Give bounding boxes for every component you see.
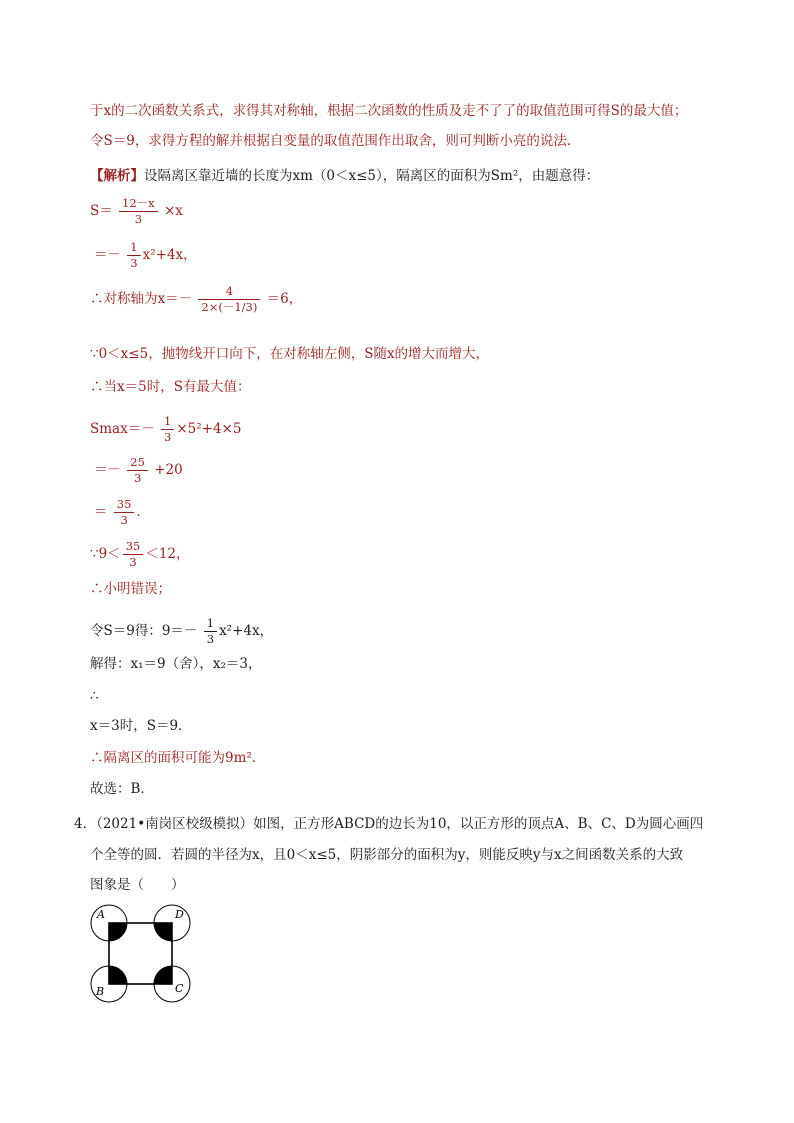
fraction [114, 497, 135, 528]
fraction-denominator: 3 [133, 471, 142, 485]
equation-line-4 [90, 196, 183, 227]
fraction-denominator: 3 [130, 256, 138, 270]
eq-suffix: x²+4x， [219, 623, 274, 639]
equation-line-10 [94, 455, 183, 486]
equation-line-14 [90, 616, 273, 647]
equation-line-18 [90, 749, 265, 767]
equation-line-5 [94, 240, 197, 271]
label-d: D [175, 908, 184, 921]
eq-suffix: ×x [163, 203, 183, 219]
eq-suffix: x²+4x， [142, 247, 197, 263]
fraction-denominator: 3 [120, 513, 128, 527]
analysis-line-2 [90, 132, 580, 150]
eq-suffix: ×5²+4×5 [176, 421, 242, 437]
solution-text: 解得：x₁＝9（舍），x₂＝3， [90, 656, 262, 672]
equation-line-6 [90, 284, 302, 315]
analysis-text: 令S＝9，求得方程的解并根据自变量的取值范围作出取舍，则可判断小亮的说法． [90, 133, 581, 149]
label-c: C [175, 982, 184, 995]
equation-line-8 [90, 378, 250, 396]
label-a: A [97, 908, 105, 921]
square-circles-figure [88, 904, 194, 1004]
eq-suffix: ＝6， [266, 291, 303, 307]
fraction-numerator: 25 [127, 455, 148, 471]
fraction-numerator: 1 [204, 616, 217, 632]
fraction [127, 455, 148, 486]
fraction-numerator: 1 [161, 414, 174, 430]
label-b: B [96, 985, 105, 998]
fraction-numerator: 12－x [119, 196, 158, 212]
equation-line-13 [90, 580, 171, 598]
fraction [198, 284, 260, 315]
fraction-denominator: 3 [206, 632, 215, 646]
jiexi-tag: 【解析】 [90, 168, 144, 184]
analysis-line-1 [90, 102, 687, 120]
eq-prefix: ＝－ [94, 247, 121, 263]
eq-prefix: 令S＝9得：9＝－ [90, 623, 198, 639]
eq-suffix: +20 [154, 462, 183, 478]
fraction-denominator: 3 [129, 555, 137, 569]
eq-suffix: ． [136, 504, 150, 520]
conclusion-text: ∴小明错误； [90, 581, 171, 597]
eq-suffix: ＜12， [145, 546, 190, 562]
solution-text: 设隔离区靠近墙的长度为xm（0＜x≤5），隔离区的面积为Sm²，由题意得： [144, 168, 600, 184]
question-text: （2021•南岗区校级模拟）如图，正方形ABCD的边长为10，以正方形的顶点A、B、C、D为圆心画四 [96, 816, 704, 832]
equation-line-9 [90, 414, 241, 445]
equation-line-12 [90, 539, 190, 570]
fraction-numerator: 35 [123, 539, 144, 555]
question-text: 图象是（ ） [90, 877, 185, 893]
fraction-numerator: 4 [198, 284, 260, 300]
fraction [127, 240, 140, 271]
equation-line-11 [94, 497, 150, 528]
fraction [161, 414, 174, 445]
solution-text: x＝3时，S＝9． [90, 718, 192, 734]
therefore-symbol: ∴ [90, 688, 99, 704]
answer-line [90, 780, 154, 798]
question-text: 个全等的圆．若圆的半径为x，且0＜x≤5，阴影部分的面积为y，则能反映y与x之间函数关系的大致 [90, 847, 684, 863]
eq-prefix: S＝ [90, 203, 113, 219]
fraction [123, 539, 144, 570]
fraction-denominator: 3 [164, 430, 172, 444]
question-4-line-1 [74, 815, 703, 833]
analysis-text: 于x的二次函数关系式，求得其对称轴，根据二次函数的性质及走不了了的取值范围可得S的最大值； [90, 103, 688, 119]
conclusion-text: ∴隔离区的面积可能为9m²． [90, 750, 266, 766]
equation-line-15 [90, 655, 261, 673]
fraction-denominator: 2×(－1/3) [201, 300, 258, 314]
equation-line-17 [90, 717, 192, 735]
equation-line-7 [90, 345, 489, 363]
equation-line-16 [90, 687, 99, 705]
fraction [119, 196, 158, 227]
fraction-numerator: 35 [114, 497, 135, 513]
fraction-denominator: 3 [134, 212, 143, 226]
answer-text: 故选：B． [90, 781, 154, 797]
reasoning-text: ∴当x＝5时，S有最大值： [90, 379, 251, 395]
reasoning-text: ∵0＜x≤5，抛物线开口向下，在对称轴左侧，S随x的增大而增大， [90, 346, 490, 362]
fraction-numerator: 1 [127, 240, 140, 256]
eq-prefix: ∵9＜ [90, 546, 121, 562]
eq-prefix: Smax＝－ [90, 421, 155, 437]
eq-prefix: ∴对称轴为x＝－ [90, 291, 193, 307]
eq-prefix: ＝－ [94, 462, 121, 478]
fraction [204, 616, 217, 647]
question-4-line-3 [90, 876, 185, 894]
solution-intro [90, 167, 599, 185]
question-4-line-2 [90, 846, 683, 864]
eq-prefix: ＝ [94, 504, 108, 520]
question-number: 4． [74, 816, 97, 832]
